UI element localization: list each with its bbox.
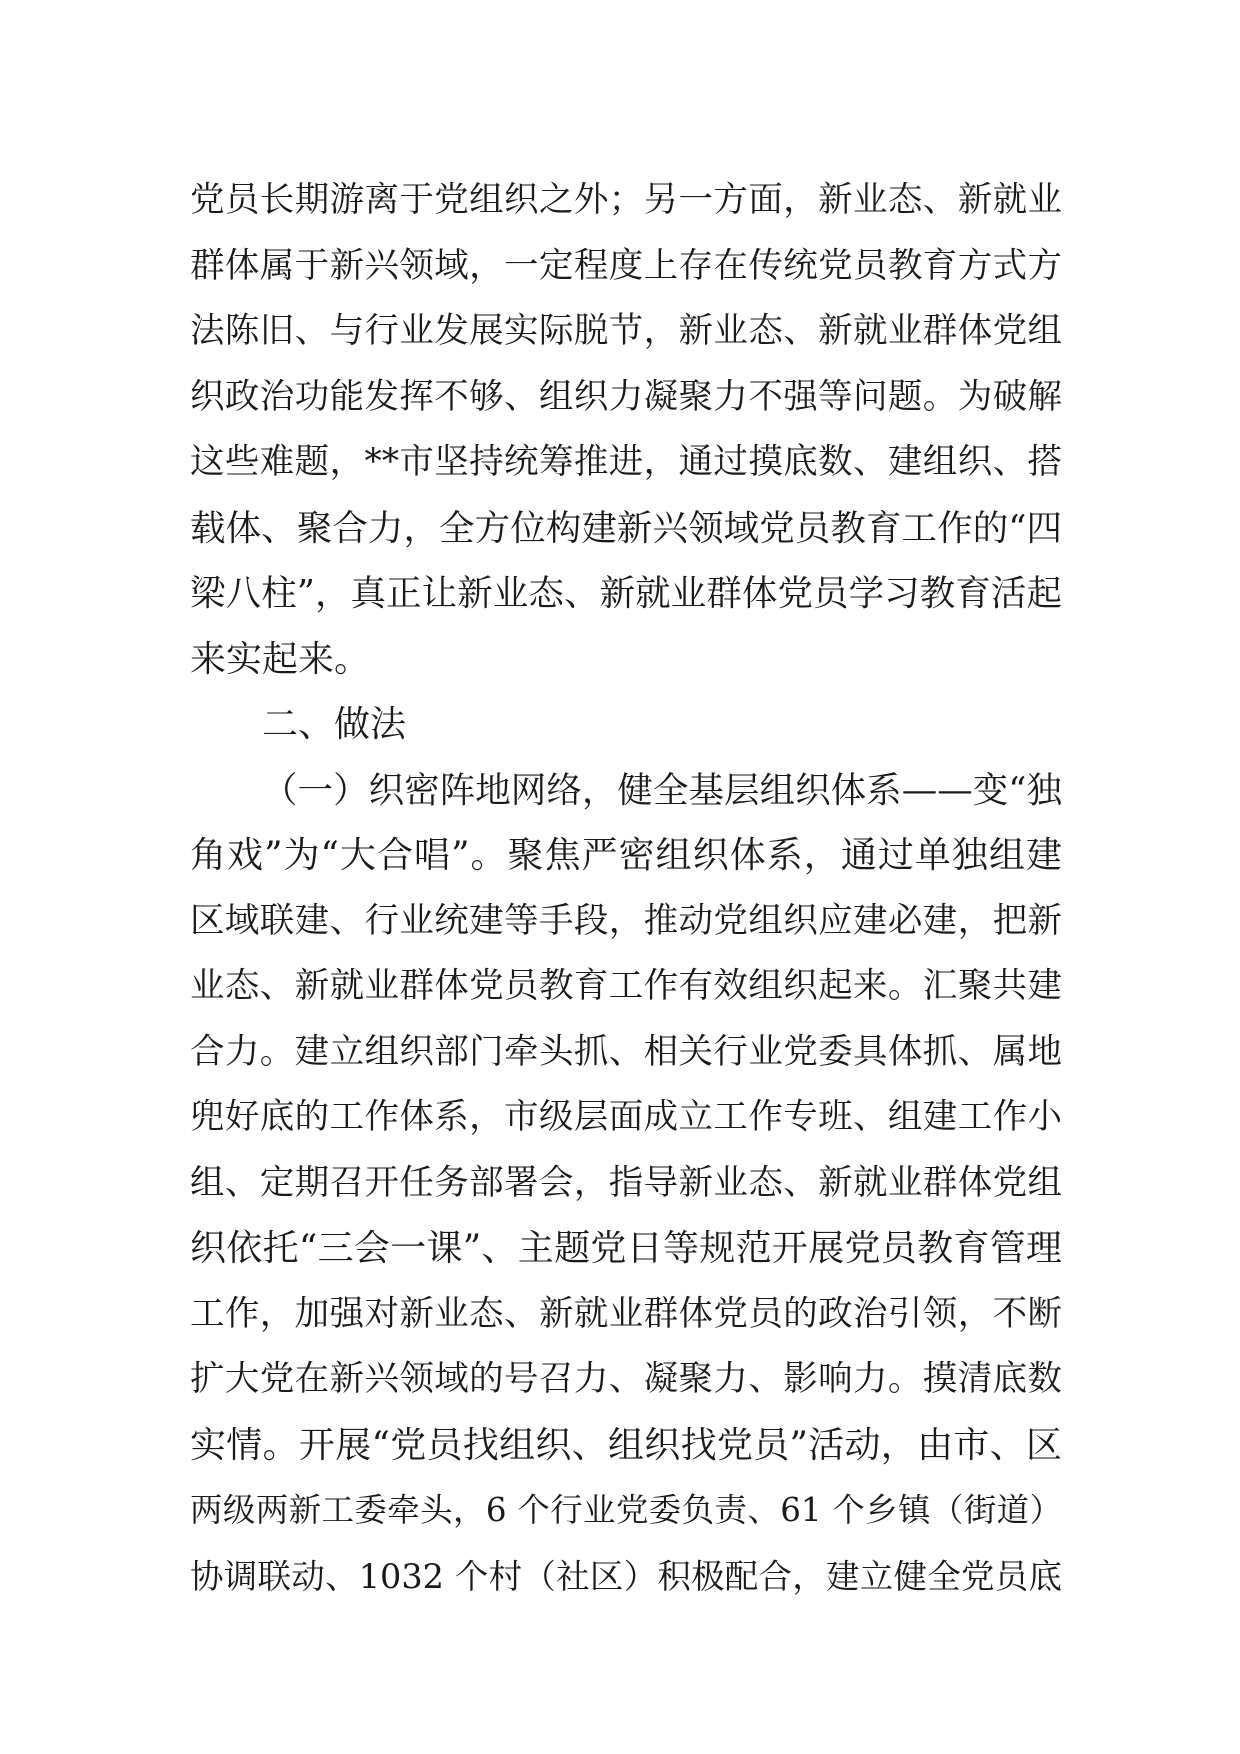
text-line: 协调联动、1032 个村（社区）积极配合，建立健全党员底 [190, 1556, 1062, 1596]
text-line: 扩大党在新兴领域的号召力、凝聚力、影响力。摸清底数 [190, 1359, 1062, 1399]
text-line: 实情。开展“党员找组织、组织找党员”活动，由市、区 [190, 1424, 1062, 1466]
text-line: 兜好底的工作体系，市级层面成立工作专班、组建工作小 [190, 1097, 1062, 1137]
text-line: 载体、聚合力，全方位构建新兴领域党员教育工作的“四 [190, 507, 1062, 549]
subsection-heading-line: （一）织密阵地网络，健全基层组织体系——变“独 [262, 769, 1062, 811]
text-line: 来实起来。 [190, 638, 371, 680]
text-line: 两级两新工委牵头，6 个行业党委负责、61 个乡镇（街道） [190, 1491, 1062, 1529]
text-line: 这些难题，**市坚持统筹推进，通过摸底数、建组织、搭 [190, 442, 1062, 482]
section-heading: 二、做法 [262, 704, 407, 745]
text-line: 法陈旧、与行业发展实际脱节，新业态、新就业群体党组 [190, 311, 1062, 351]
text-line: 梁八柱”，真正让新业态、新就业群体党员学习教育活起 [190, 573, 1062, 614]
body-text [190, 168, 1062, 1609]
text-line: 区域联建、行业统建等手段，推动党组织应建必建，把新 [190, 900, 1062, 941]
text-line: 组、定期召开任务部署会，指导新业态、新就业群体党组 [190, 1162, 1062, 1203]
text-line: 合力。建立组织部门牵头抓、相关行业党委具体抓、属地 [190, 1031, 1062, 1072]
text-line: 织政治功能发挥不够、组织力凝聚力不强等问题。为破解 [190, 376, 1062, 417]
text-line: 业态、新就业群体党员教育工作有效组织起来。汇聚共建 [190, 966, 1062, 1006]
text-line: 工作，加强对新业态、新就业群体党员的政治引领，不断 [190, 1293, 1062, 1334]
text-line: 党员长期游离于党组织之外；另一方面，新业态、新就业 [190, 180, 1062, 220]
text-line: 织依托“三会一课”、主题党日等规范开展党员教育管理 [190, 1228, 1062, 1269]
text-line: 角戏”为“大合唱”。聚焦严密组织体系，通过单独组建 [190, 835, 1062, 876]
text-line: 群体属于新兴领域，一定程度上存在传统党员教育方式方 [190, 245, 1062, 286]
